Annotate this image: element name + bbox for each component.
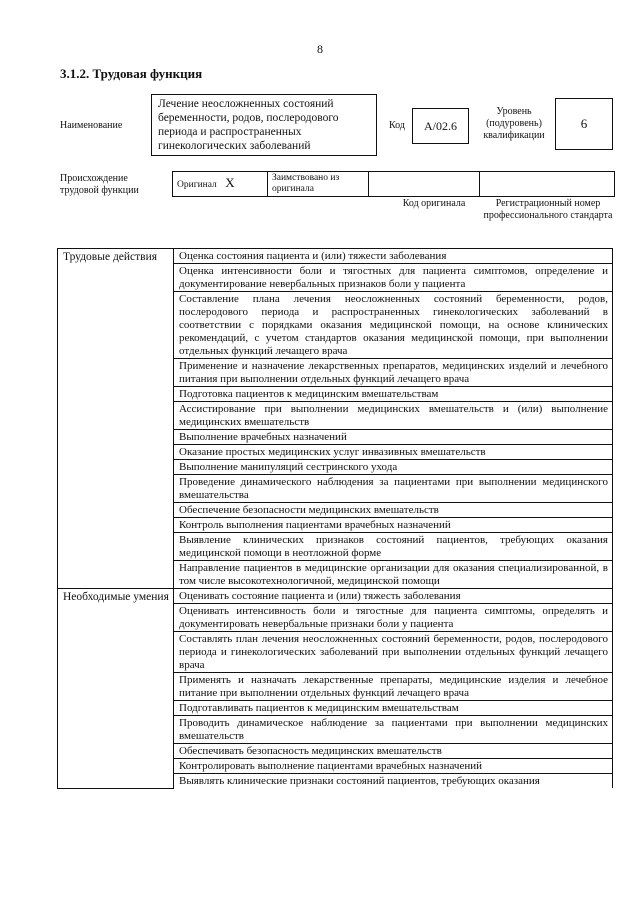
- page-number: 8: [317, 42, 323, 56]
- level-value: 6: [580, 116, 588, 131]
- name-label: Наименование: [60, 120, 123, 131]
- item-cell: Контролировать выполнение пациентами врачебных назначений: [174, 759, 613, 774]
- item-cell: Проведение динамического наблюдения за пациентами при выполнении медицинского вмешательства: [174, 475, 613, 503]
- original-label: Оригинал: [177, 180, 217, 190]
- section-title-cell: Трудовые действия: [58, 249, 174, 589]
- item-cell: Оценивать состояние пациента и (или) тяжесть заболевания: [174, 589, 613, 604]
- item-cell: Выявление клинических признаков состояний пациентов, требующих оказания медицинской помощи в неотложной форме: [174, 533, 613, 561]
- code-original-label: Код оригинала: [402, 198, 466, 209]
- function-details-table: [57, 248, 613, 789]
- item-cell: Ассистирование при выполнении медицинских вмешательств и (или) выполнение медицинских вмешательств: [174, 402, 613, 430]
- item-cell: Составлять план лечения неосложненных состояний беременности, родов, послеродового периода и гинекологических заболеваний при выполнении отдельных функций лечащего врача: [174, 632, 613, 673]
- code-value: A/02.6: [424, 118, 457, 133]
- original-mark: X: [225, 175, 235, 190]
- item-cell: Выявлять клинические признаки состояний пациентов, требующих оказания: [174, 774, 613, 789]
- code-label: Код: [389, 120, 405, 131]
- item-cell: Подготовка пациентов к медицинским вмешательствам: [174, 387, 613, 402]
- item-cell: Выполнение врачебных назначений: [174, 430, 613, 445]
- origin-label: Происхождение трудовой функции: [60, 173, 139, 196]
- item-cell: Направление пациентов в медицинские организации для оказания специализированной, в том числе высокотехнологичной, медицинской помощи: [174, 561, 613, 589]
- borrowed-cell: [268, 172, 369, 197]
- function-name-box: [151, 94, 377, 156]
- original-cell: [173, 172, 268, 197]
- table-row: [58, 589, 613, 604]
- table-row: [58, 249, 613, 264]
- item-cell: Применять и назначать лекарственные препараты, медицинские изделия и лечебное питание при выполнении отдельных функций лечащего врача: [174, 673, 613, 701]
- item-cell: Оценивать интенсивность боли и тягостные для пациента симптомы, определять и документировать невербальные признаки боли у пациента: [174, 604, 613, 632]
- borrowed-label: Заимствовано из оригинала: [272, 173, 340, 194]
- section-title-cell: Необходимые умения: [58, 589, 174, 789]
- code-original-cell: [369, 172, 480, 197]
- level-label: Уровень (подуровень) квалификации: [483, 106, 545, 141]
- item-cell: Оценка состояния пациента и (или) тяжести заболевания: [174, 249, 613, 264]
- origin-table: [172, 171, 615, 197]
- reg-number-cell: [480, 172, 615, 197]
- item-cell: Подготавливать пациентов к медицинским вмешательствам: [174, 701, 613, 716]
- section-title: 3.1.2. Трудовая функция: [60, 66, 203, 81]
- item-cell: Обеспечивать безопасность медицинских вмешательств: [174, 744, 613, 759]
- item-cell: Применение и назначение лекарственных препаратов, медицинских изделий и лечебного питания при выполнении отдельных функций лечащего врача: [174, 359, 613, 387]
- level-box: [555, 98, 613, 150]
- item-cell: Оценка интенсивности боли и тягостных для пациента симптомов, определение и документирование невербальных признаков боли у пациента: [174, 264, 613, 292]
- reg-number-label: Регистрационный номер профессионального стандарта: [483, 198, 613, 221]
- item-cell: Контроль выполнения пациентами врачебных назначений: [174, 518, 613, 533]
- item-cell: Составление плана лечения неосложненных состояний беременности, родов, послеродового периода и распространенных гинекологических заболеваний в соответствии с порядками оказания медицинской помощи, на основе клинических рекомендаций, с учетом стандартов оказания медицинской помощи, при выполнении отдельных функций лечащего врача: [174, 292, 613, 359]
- item-cell: Выполнение манипуляций сестринского ухода: [174, 460, 613, 475]
- item-cell: Оказание простых медицинских услуг инвазивных вмешательств: [174, 445, 613, 460]
- function-name-value: Лечение неосложненных состояний беременности, родов, послеродового периода и распространенных гинекологических заболеваний: [158, 98, 339, 152]
- item-cell: Обеспечение безопасности медицинских вмешательств: [174, 503, 613, 518]
- item-cell: Проводить динамическое наблюдение за пациентами при выполнении медицинских вмешательств: [174, 716, 613, 744]
- code-box: [412, 108, 469, 144]
